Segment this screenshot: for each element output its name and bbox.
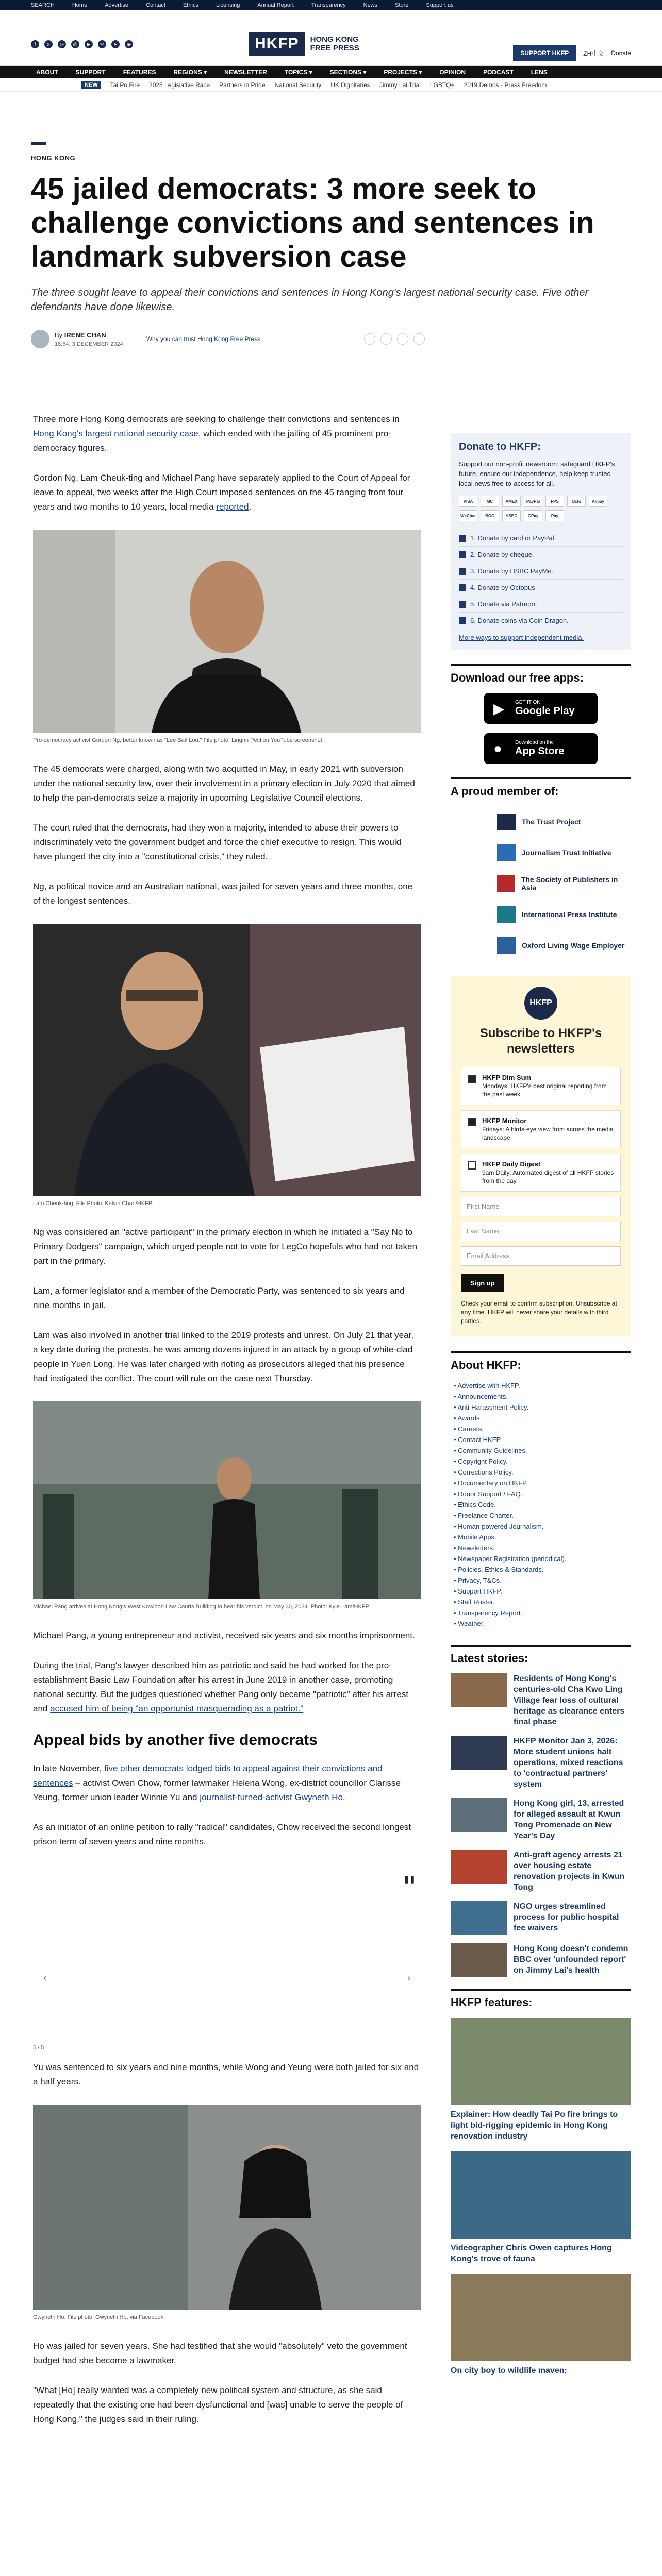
nl-name: HKFP Dim Sum (482, 1074, 532, 1081)
card-icon (459, 535, 466, 542)
fps-icon: FPS (545, 496, 564, 507)
cheque-icon (459, 551, 466, 558)
story-thumbnail[interactable] (451, 1673, 507, 1707)
photo-slideshow (33, 1865, 421, 2060)
photo-caption: Pro-democracy activist Gordon Ng, better known as "Lee Bak Lou." File photo: Lingnn Petition YouTube screenshot. (33, 737, 324, 743)
paragraph (33, 412, 421, 455)
social-icons (31, 40, 133, 48)
about-link[interactable]: • Privacy, T&Cs. (454, 1577, 502, 1584)
member-name: The Trust Project (522, 818, 581, 826)
last-name-input[interactable]: Last Name (461, 1222, 621, 1241)
photo-gwyneth-ho (33, 2105, 421, 2310)
newsletter-logo: HKFP (524, 987, 557, 1020)
nl-name: HKFP Daily Digest (482, 1160, 541, 1168)
inline-link[interactable]: five other democrats lodged bids to appeal against their convictions and sentences (33, 1764, 383, 1788)
article-headline: 45 jailed democrats: 3 more seek to challenge convictions and sentences in landmark subversion case (31, 172, 594, 274)
about-links (451, 1380, 631, 1629)
newsletter-option[interactable] (461, 1110, 621, 1148)
hsbc-icon: HSBC (502, 510, 521, 521)
email-icon[interactable]: ✉ (98, 40, 106, 48)
about-link[interactable]: • Careers. (454, 1425, 484, 1433)
paragraph (33, 1761, 421, 1805)
applepay-icon: Pay (545, 510, 564, 521)
author-avatar (31, 330, 49, 348)
patreon-icon (459, 601, 466, 608)
wechat-icon: WeChat (459, 510, 477, 521)
member-name: The Society of Publishers in Asia (521, 875, 618, 892)
trending-link[interactable]: UK Dignitaries (330, 81, 370, 89)
visa-icon: VISA (459, 496, 477, 507)
trending-link[interactable]: 2019 Demos - Press Freedom (464, 81, 547, 89)
site-header (0, 10, 662, 66)
donate-blurb: Support our non-profit newsroom: safeguard HKFP's future, ensure our independence, help keep trusted local news free-to-access for all. (459, 460, 615, 487)
app-store-button[interactable] (484, 733, 598, 764)
first-name-input[interactable]: First Name (461, 1197, 621, 1216)
member-logo[interactable] (451, 899, 631, 930)
member-name: Oxford Living Wage Employer (522, 941, 625, 950)
gpay-icon: GPay (524, 510, 542, 521)
story-thumbnail[interactable] (451, 1736, 507, 1770)
logo-line2: FREE PRESS (310, 44, 359, 53)
octopus-icon: Octo (567, 496, 586, 507)
story-title[interactable]: NGO urges streamlined process for public hospital fee waivers (514, 1902, 619, 1933)
features-title: HKFP features: (451, 1989, 631, 2009)
gp-big: Google Play (515, 705, 575, 717)
youtube-icon[interactable]: ▶ (85, 40, 93, 48)
trending-link[interactable]: Tai Po Fire (110, 81, 140, 89)
donate-title: Donate to HKFP: (459, 441, 541, 452)
trending-bar (0, 78, 662, 92)
photo-caption: Michael Pang arrives at Hong Kong's West Kowloon Law Courts Building to hear his verdict, on May 30, 2024. Photo: Kyle Lam/HKFP. (33, 1604, 370, 1610)
donate-option-label: 3. Donate by HSBC PayMe. (470, 567, 554, 575)
nl-desc: Mondays: HKFP's best original reporting from the past week. (482, 1082, 607, 1098)
nav-newsletter[interactable]: NEWSLETTER (224, 69, 267, 76)
inline-link[interactable]: reported (216, 502, 249, 512)
story-title[interactable]: Anti-graft agency arrests 21 over housing estate renovation projects in Kwun Tong (514, 1851, 625, 1892)
member-name: Journalism Trust Initiative (522, 849, 611, 857)
newsletter-box (451, 976, 631, 1336)
about-link[interactable]: • Weather. (454, 1620, 485, 1628)
photo-illustration (33, 1401, 421, 1599)
as-big: App Store (515, 745, 565, 757)
header-actions (513, 45, 631, 61)
donate-option[interactable] (459, 579, 623, 596)
nav-opinion[interactable]: OPINION (439, 69, 466, 76)
util-licensing[interactable]: Licensing (216, 2, 240, 8)
logo-line1: HONG KONG (310, 35, 359, 44)
text: , which ended with the jailing of 45 prominent pro-democracy figures. (33, 429, 391, 453)
play-store-icon: ▶ (493, 701, 505, 717)
rss-icon[interactable]: ◉ (125, 40, 133, 48)
about-link[interactable]: • Newspaper Registration (periodical). (454, 1555, 567, 1563)
feature-card[interactable] (451, 2151, 631, 2264)
about-link[interactable]: • Human-powered Journalism. (454, 1522, 544, 1530)
trust-button[interactable]: Why you can trust Hong Kong Free Press (141, 332, 266, 346)
paragraph: Ng, a political novice and an Australian national, was jailed for seven years and three months, one of the longest sentences. (33, 882, 413, 906)
nav-projects[interactable]: PROJECTS ▾ (384, 69, 422, 76)
feature-title[interactable]: On city boy to wildlife maven: (451, 2366, 567, 2375)
category-label[interactable]: HONG KONG (31, 154, 76, 162)
nav-podcast[interactable]: PODCAST (483, 69, 514, 76)
about-link[interactable]: • Community Guidelines. (454, 1447, 527, 1454)
util-news[interactable]: News (363, 2, 378, 8)
feature-image[interactable] (451, 2018, 631, 2105)
checkbox[interactable] (468, 1161, 476, 1170)
paragraph: Lam, a former legislator and a member of the Democratic Party, was sentenced to six years and nine months in jail. (33, 1286, 405, 1310)
feature-title[interactable]: Explainer: How deadly Tai Po fire brings to light bid-rigging epidemic in Hong Kong renovation industry (451, 2110, 618, 2141)
sopa-icon (497, 875, 515, 892)
ipi-icon (497, 906, 516, 923)
newsletter-title: Subscribe to HKFP's newsletters (479, 1026, 602, 1056)
text: During the trial, Pang's lawyer described him as patriotic and said he had worked for the pro-establishment Basic Law Foundation after his arrest in June 2019 in another case, promoting national security. But the judges questioned whether Pang only became "patriotic" after his arrest and (33, 1660, 409, 1714)
slide-counter: 5 / 5 (33, 2045, 44, 2051)
about-link[interactable]: • Contact HKFP. (454, 1436, 502, 1444)
donate-option[interactable] (459, 563, 623, 579)
latest-story[interactable] (451, 1901, 631, 1935)
about-link[interactable]: • Newsletters. (454, 1544, 495, 1552)
paragraph (33, 1658, 421, 1716)
text: – activist Owen Chow, former lawmaker Helena Wong, ex-district councillor Clarisse Yeung, former union leader Winnie Yu and (33, 1778, 401, 1802)
as-small: Download on the (515, 740, 554, 745)
features-list (451, 2018, 631, 2376)
about-link[interactable]: • Advertise with HKFP. (454, 1382, 520, 1389)
article-body (33, 412, 421, 2442)
share-email-icon[interactable] (413, 333, 425, 345)
util-support[interactable]: Support us (426, 2, 454, 8)
donate-option[interactable] (459, 546, 623, 563)
octopus-card-icon (459, 584, 466, 591)
donate-option[interactable] (459, 530, 623, 546)
newsletter-option[interactable] (461, 1154, 621, 1192)
inline-link[interactable]: journalist-turned-activist Gwyneth Ho (200, 1792, 343, 1802)
jti-icon (497, 844, 516, 861)
text: Gordon Ng, Lam Cheuk-ting and Michael Pang have separately applied to the Court of Appeal for leave to appeal, two weeks after the High Court imposed sentences on the 45 ranging from four years and two months to 10 years, local media (33, 473, 410, 512)
text: Three more Hong Kong democrats are seeking to challenge their convictions and sentences in (33, 414, 400, 424)
paragraph: "What [Ho] really wanted was a completely new political system and structure, as she said repeatedly that the existing one had been dysfunctional and [was] unable to serve the people of Hong Kong," the judges said in their ruling. (33, 2385, 403, 2424)
trending-link[interactable]: LGBTQ+ (429, 81, 455, 89)
paragraph: As an initiator of an online petition to rally "radical" candidates, Chow received the second longest prison term of seven years and nine months. (33, 1822, 411, 1846)
share-facebook-icon[interactable] (364, 333, 375, 345)
photo-lam-cheuk-ting (33, 924, 421, 1196)
share-icons (364, 333, 425, 345)
latest-story[interactable] (451, 1736, 631, 1790)
nav-sections[interactable]: SECTIONS ▾ (329, 69, 367, 76)
next-arrow-icon[interactable]: › (407, 1973, 410, 1983)
donate-box (451, 433, 631, 650)
feature-image[interactable] (451, 2151, 631, 2239)
latest-story[interactable] (451, 1943, 631, 1977)
boc-icon: BOC (481, 510, 499, 521)
trending-link[interactable]: National Security (274, 81, 322, 89)
trending-link[interactable]: 2025 Legislative Race (149, 81, 210, 89)
telegram-icon[interactable]: ➤ (111, 40, 120, 48)
publish-date: 18:54, 3 DECEMBER 2024 (55, 341, 123, 347)
about-link[interactable]: • Support HKFP. (454, 1587, 502, 1595)
accent-bar (31, 142, 46, 145)
about-link[interactable]: • Policies, Ethics & Standards. (454, 1566, 544, 1573)
logo-mark: HKFP (249, 32, 305, 56)
members-title: A proud member of: (451, 777, 631, 798)
util-home[interactable]: Home (72, 2, 88, 8)
story-thumbnail[interactable] (451, 1850, 507, 1884)
about-link[interactable]: • Announcements. (454, 1393, 508, 1400)
nav-features[interactable]: FEATURES (123, 69, 156, 76)
share-x-icon[interactable] (380, 333, 392, 345)
story-title[interactable]: Hong Kong girl, 13, arrested for alleged assault at Kwun Tong Promenade on New Year's Day (514, 1799, 624, 1840)
utility-bar (0, 0, 662, 10)
instagram-icon[interactable]: ◎ (58, 40, 66, 48)
nav-about[interactable]: ABOUT (36, 69, 58, 76)
support-button[interactable]: SUPPORT HKFP (513, 45, 576, 61)
paragraph: The 45 democrats were charged, along with two acquitted in May, in early 2021 with subversion under the national security law, over their involvement in a primary election in July 2020 that aimed to help the pan-democrats seize a majority in upcoming Legislative Council elections. (33, 764, 415, 803)
member-logo[interactable] (451, 868, 631, 899)
threads-icon[interactable]: @ (71, 40, 79, 48)
paragraph: The court ruled that the democrats, had they won a majority, intended to abuse their powers to indiscriminately veto the government budget and force the chief executive to resign. This would have plunged the city into a "constitutional crisis," they ruled. (33, 823, 402, 861)
story-thumbnail[interactable] (451, 1943, 507, 1977)
feature-title[interactable]: Videographer Chris Owen captures Hong Kong's trove of fauna (451, 2244, 612, 2263)
photo-gordon-ng (33, 530, 421, 733)
apple-icon: ● (493, 740, 502, 756)
feature-image[interactable] (451, 2274, 631, 2361)
byline (31, 330, 631, 348)
about-link[interactable]: • Staff Roster. (454, 1598, 495, 1606)
about-link[interactable]: • Freelance Charter. (454, 1512, 514, 1519)
signup-button[interactable]: Sign up (461, 1274, 504, 1292)
facebook-icon[interactable]: f (31, 40, 39, 48)
nav-regions[interactable]: REGIONS ▾ (173, 69, 207, 76)
latest-title: Latest stories: (451, 1645, 631, 1665)
latest-story[interactable] (451, 1850, 631, 1893)
donate-option-label: 1. Donate by card or PayPal. (470, 534, 556, 542)
checkbox-checked[interactable] (468, 1075, 476, 1083)
member-logo[interactable] (451, 930, 631, 961)
about-link[interactable]: • Ethics Code. (454, 1501, 496, 1509)
paragraph: Michael Pang, a young entrepreneur and activist, received six years and six months imprisonment. (33, 1631, 415, 1640)
about-link[interactable]: • Awards. (454, 1414, 482, 1422)
email-input[interactable]: Email Address (461, 1246, 621, 1266)
photo-illustration (33, 2105, 421, 2310)
about-link[interactable]: • Mobile Apps. (454, 1533, 496, 1541)
util-contact[interactable]: Contact (146, 2, 166, 8)
author-name[interactable]: IRENE CHAN (64, 331, 106, 339)
inline-link[interactable]: Hong Kong's largest national security case (33, 429, 198, 438)
feature-card[interactable] (451, 2018, 631, 2142)
gp-small: GET IT ON (515, 700, 541, 705)
nl-name: HKFP Monitor (482, 1117, 527, 1125)
nav-support[interactable]: SUPPORT (75, 69, 106, 76)
about-title: About HKFP: (451, 1351, 631, 1372)
donate-option[interactable] (459, 612, 623, 629)
feature-card[interactable] (451, 2274, 631, 2376)
util-store[interactable]: Store (395, 2, 409, 8)
trending-link[interactable]: Jimmy Lai Trial (379, 81, 421, 89)
google-play-button[interactable] (484, 693, 598, 724)
paragraph: Yu was sentenced to six years and nine months, while Wong and Yeung were both jailed for six and a half years. (33, 2062, 419, 2087)
section-subhead: Appeal bids by another five democrats (33, 1732, 318, 1749)
about-link[interactable]: • Copyright Policy. (454, 1458, 508, 1465)
alipay-icon: Alipay (589, 496, 607, 507)
trending-link[interactable]: Partners in Pride (219, 81, 266, 89)
newsletter-option[interactable] (461, 1067, 621, 1105)
living-wage-icon (497, 937, 516, 954)
mastercard-icon: MC (481, 496, 499, 507)
nav-topics[interactable]: TOPICS ▾ (284, 69, 312, 76)
amex-icon: AMEX (502, 496, 521, 507)
util-transparency[interactable]: Transparency (311, 2, 346, 8)
inline-link[interactable]: accused him of being "an opportunist masquerading as a patriot." (50, 1704, 304, 1714)
about-link[interactable]: • Anti-Harassment Policy. (454, 1403, 529, 1411)
pause-icon[interactable]: ❚❚ (403, 1875, 416, 1883)
story-thumbnail[interactable] (451, 1901, 507, 1935)
latest-story[interactable] (451, 1798, 631, 1841)
paragraph: Ho was jailed for seven years. She had testified that she would "absolutely" veto the government budget had she become a lawmaker. (33, 2341, 407, 2365)
donate-more-link[interactable]: More ways to support independent media. (459, 634, 584, 641)
photo-illustration (33, 924, 421, 1196)
story-title[interactable]: Residents of Hong Kong's centuries-old Cha Kwo Ling Village fear loss of cultural heritage as clearance enters final phase (514, 1674, 625, 1726)
donate-option[interactable] (459, 596, 623, 612)
text: In late November, (33, 1764, 104, 1773)
donate-link[interactable]: Donate (611, 49, 631, 57)
util-advertise[interactable]: Advertise (105, 2, 129, 8)
sidebar (451, 433, 631, 2385)
donate-option-label: 6. Donate coins via Coin Dragon. (470, 617, 569, 624)
search-link[interactable]: SEARCH (31, 2, 55, 8)
story-title[interactable]: Hong Kong doesn't condemn BBC over 'unfounded report' on Jimmy Lai's health (514, 1944, 628, 1975)
coin-icon (459, 617, 466, 624)
latest-story[interactable] (451, 1673, 631, 1727)
nl-desc: Fridays: A birds-eye view from across the media landscape. (482, 1126, 614, 1141)
article-deck: The three sought leave to appeal their convictions and sentences in Hong Kong's largest national security case. Five other defendants have done likewise. (31, 287, 589, 313)
nav-lens[interactable]: LENS (531, 69, 548, 76)
portrait-illustration (33, 530, 421, 733)
newsletter-note: Check your email to confirm subscription. Unsubscribe at any time. HKFP will never share your details with third parties. (461, 1300, 617, 1325)
author-prefix: By (55, 331, 63, 339)
about-link[interactable]: • Documentary on HKFP. (454, 1479, 528, 1487)
member-name: International Press Institute (522, 910, 617, 919)
member-logo[interactable] (451, 806, 631, 837)
util-ethics[interactable]: Ethics (183, 2, 198, 8)
share-whatsapp-icon[interactable] (397, 333, 408, 345)
payme-icon (459, 568, 466, 575)
paragraph: Lam was also involved in another trial linked to the 2019 protests and unrest. On July 21 that year, a key date during the protests, he was among dozens injured in an attack by a group of white-clad people in Yuen Long. He was later charged with rioting as prosecutors alleged that his presence had instigated the conflict. The court will rule on the case next Thursday. (33, 1330, 414, 1383)
x-icon[interactable]: x (44, 40, 53, 48)
member-logo[interactable] (451, 837, 631, 868)
text: . (249, 502, 252, 512)
donate-option-label: 4. Donate by Octopus. (470, 584, 537, 591)
util-annual-report[interactable]: Annual Report (257, 2, 294, 8)
apps-title: Download our free apps: (451, 664, 631, 685)
about-link[interactable]: • Corrections Policy. (454, 1468, 514, 1476)
text: . (343, 1792, 345, 1802)
story-title[interactable]: HKFP Monitor Jan 3, 2026: More student unions halt operations, mixed reactions to 'contractual partners' system (514, 1737, 623, 1789)
language-link[interactable]: ZH中文 (583, 49, 604, 57)
article-header (31, 142, 631, 348)
latest-stories (451, 1673, 631, 1977)
photo-caption: Gwyneth Ho. File photo: Gwyneth Ho, via Facebook. (33, 2314, 166, 2320)
prev-arrow-icon[interactable]: ‹ (43, 1973, 46, 1983)
main-nav (0, 66, 662, 78)
new-badge: NEW (81, 81, 101, 89)
paragraph: Ng was considered an "active participant" in the primary election in which he initiated a "Say No to Primary Dodgers" campaign, which urged people not to vote for LegCo hopefuls who had not taken part in the primary. (33, 1227, 418, 1266)
payment-icons (459, 496, 623, 521)
logo-wordmark (310, 35, 359, 53)
paragraph (33, 471, 421, 514)
donate-option-label: 5. Donate via Patreon. (470, 600, 537, 608)
donate-option-label: 2. Donate by cheque. (470, 551, 534, 558)
author-line (55, 331, 123, 339)
about-link[interactable]: • Transparency Report. (454, 1609, 523, 1617)
story-thumbnail[interactable] (451, 1798, 507, 1832)
site-logo[interactable] (249, 32, 359, 56)
about-link[interactable]: • Donor Support / FAQ. (454, 1490, 523, 1498)
trust-project-icon (497, 814, 516, 830)
photo-michael-pang (33, 1401, 421, 1599)
photo-caption: Lam Cheuk-ting. File Photo: Kelvin Chan/HKFP. (33, 1200, 153, 1207)
nl-desc: 9am Daily: Automated digest of all HKFP stories from the day. (482, 1169, 614, 1184)
checkbox-checked[interactable] (468, 1118, 476, 1126)
paypal-icon: PayPal (524, 496, 542, 507)
